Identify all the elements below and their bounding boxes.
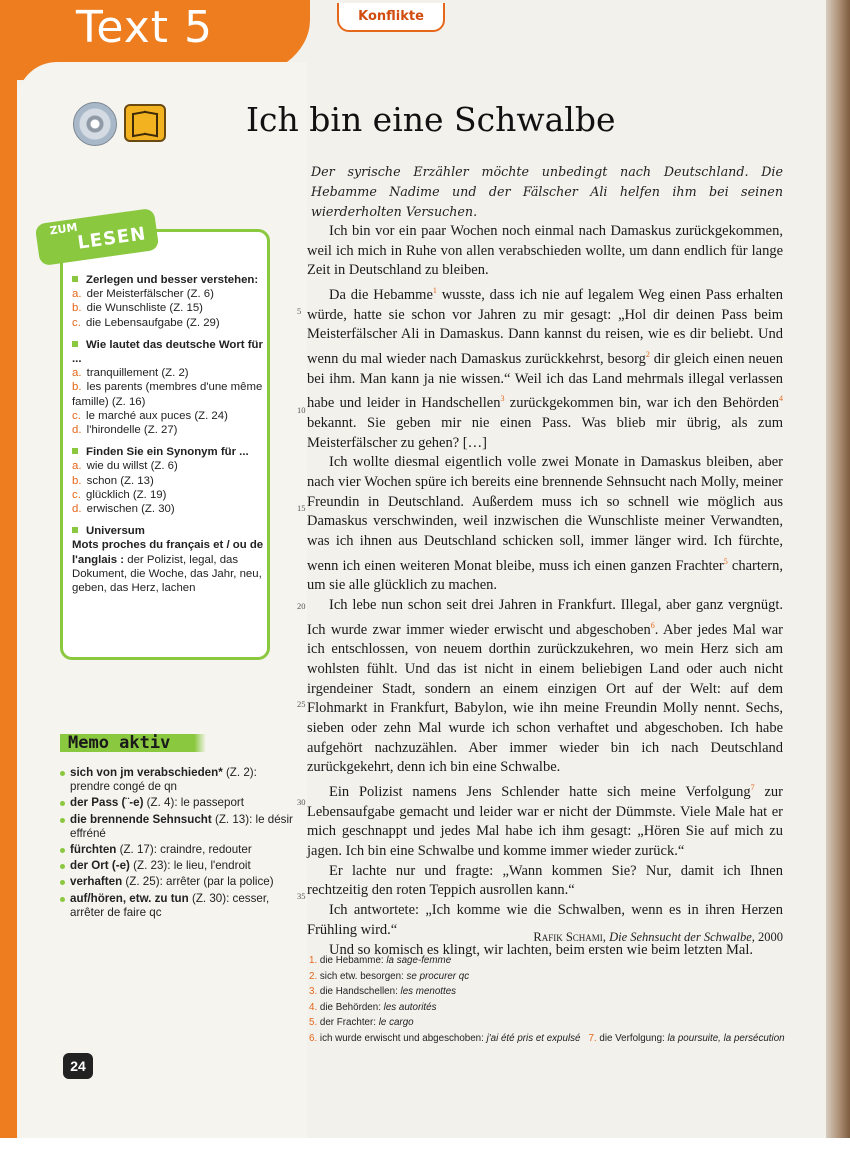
section-heading: Finden Sie ein Synonym für ...: [72, 445, 268, 459]
memo-item: sich von jm verabschieden* (Z. 2): prendre congé de qn: [60, 766, 295, 794]
paragraph: Und so komisch es klingt, wir lachten, beim ersten wie beim letzten Mal.: [329, 941, 754, 958]
paragraph: Da die Hebamme$^1$ wusste, dass ich nie auf legalem Weg einen Pass erhalten würde, hatte sie schon vor Jahren zu mir gesagt: „Hol dir deinen Pass beim Meisterfälscher Ali in Damaskus. Dann kannst du reisen, wie es dir beliebt. Und wenn du mal wieder nach Damaskus zurückkehrst, besorg$^2$ dir gleich einen neuen bei ihm. Man kann ja nie wissen.“ Weil ich das Land mehrmals illegal verlassen habe und leider in Handschellen$^3$ zurückgekommen bin, war ich den Behörden$^4$ bekannt. Sie geben mir nie einen Pass. Was blieb mir übrig, als zum Meisterfälscher zu gehen? […]: [307, 286, 783, 451]
list-item: c. le marché aux puces (Z. 24): [72, 409, 228, 422]
footnote: 2. sich etw. besorgen: se procurer qc: [309, 970, 470, 982]
cd-icon: [73, 102, 117, 146]
list-item: b. les parents (membres d'une même famille) (Z. 16): [72, 381, 263, 408]
paragraph: Er lachte nur und fragte: „Wann kommen Sie? Nur, damit ich Ihnen rechtzeitig den roten Teppich ausrollen kann.“: [307, 862, 783, 899]
zum-lesen-content: [72, 273, 268, 595]
list-item: a. tranquillement (Z. 2): [72, 367, 189, 380]
text-number-label: Text 5: [76, 2, 213, 53]
line-number: 10: [297, 405, 306, 415]
paragraph: Ein Polizist namens Jens Schlender hatte sich meine Verfolgung$^7$ zur Lebensaufgabe gemacht und leider war er nicht der Dümmste. Viele Male hat er mich geschnappt und jedes Mal habe ich ihm gesagt: „Hören Sie auf mich zu jagen. Ich bin eine Schwalbe und komme immer wieder zurück.“: [307, 783, 784, 860]
line-number: 35: [297, 891, 306, 901]
story-text: [307, 222, 783, 960]
topic-tag: Konflikte: [337, 3, 445, 32]
paragraph: Ich wollte diesmal eigentlich volle zwei Monate in Damaskus bleiben, aber nach vier Wochen spüre ich bereits eine brennende Sehnsucht nach Molly, meiner Freundin in Deutschland. Außerdem muss ich so schnell wie möglich aus Damaskus verschwinden, weil inzwischen die Wunschliste meiner Verwandten, was ich ihnen aus Deutschland schicken soll, immer länger wird. Ich fürchte, wenn ich einen weiteren Monat bleibe, muss ich einen ganzen Frachter$^5$ chartern, um sie alle glücklich zu machen.: [307, 454, 783, 594]
memo-item: verhaften (Z. 25): arrêter (par la police): [60, 875, 295, 889]
memo-aktiv-list: [60, 766, 295, 922]
universum-text: Mots proches du français et / ou de l'anglais : der Polizist, legal, das Dokument, die Woche, das Jahr, neu, geben, das Herz, lachen: [72, 539, 264, 595]
footnote: 5. der Frachter: le cargo: [309, 1017, 414, 1028]
line-number: 25: [297, 699, 306, 709]
book-icon: [124, 104, 166, 142]
memo-aktiv-title: Memo aktiv: [60, 734, 206, 752]
line-number: 20: [297, 601, 306, 611]
paragraph: Ich lebe nun schon seit drei Jahren in Frankfurt. Illegal, aber ganz vergnügt. Ich wurde zwar immer wieder erwischt und abgeschoben$^6$. Aber jedes Mal war ich entschlossen, von neuem dorthin zurückzukehren, wo mein Herz sich am wohlsten fühlt. Und das ist nicht in einem beliebigen Land oder auch nicht irgendeiner Stadt, sondern an einem einzigen Ort auf der Welt: auf dem Flohmarkt in Frankfurt, Babylon, wie ihn meine Freundin Molly nennt. Sechs, sieben oder zehn Mal wurde ich schon verhaftet und abgeschoben. Ich habe aufgehört nachzuzählen. Aber immer wieder bin ich nach Deutschland zurückgekehrt, denn ich bin eine Schwalbe.: [307, 596, 783, 776]
footnote: 1. die Hebamme: la sage-femme: [309, 955, 452, 966]
footnote: 3. die Handschellen: les menottes: [309, 986, 457, 997]
section-heading: Universum: [72, 524, 268, 538]
list-item: d. erwischen (Z. 30): [72, 503, 175, 516]
page-title: Ich bin eine Schwalbe: [246, 100, 616, 139]
memo-item: der Pass (¨-e) (Z. 4): le passeport: [60, 796, 295, 810]
list-item: c. glücklich (Z. 19): [72, 488, 167, 501]
section-heading: Wie lautet das deutsche Wort für ...: [72, 338, 263, 366]
list-item: a. der Meisterfälscher (Z. 6): [72, 288, 214, 301]
memo-item: die brennende Sehnsucht (Z. 13): le désir effréné: [60, 813, 295, 841]
paragraph: Ich bin vor ein paar Wochen noch einmal nach Damaskus zurückgekommen, weil ich mich in Ruhe von allen verabschieden wollte, um dann endlich für lange Zeit in Deutschland zu bleiben.: [307, 223, 783, 279]
paragraph: Ich antwortete: „Ich komme wie die Schwalben, wenn es in ihren Herzen Frühling wird.“: [307, 902, 783, 938]
list-item: a. wie du willst (Z. 6): [72, 460, 178, 473]
page-number: 24: [63, 1053, 93, 1079]
line-number: 30: [297, 797, 306, 807]
list-item: b. schon (Z. 13): [72, 474, 154, 487]
scan-margin: [0, 1138, 850, 1169]
list-item: d. l'hirondelle (Z. 27): [72, 424, 178, 437]
footnote: 6. ich wurde erwischt und abgeschoben: j'ai été pris et expulsé 7. die Verfolgung: la poursuite, la persécution: [309, 1032, 785, 1044]
orange-margin-strip: [0, 0, 17, 1138]
list-item: c. die Lebensaufgabe (Z. 29): [72, 316, 220, 329]
memo-item: auf/hören, etw. zu tun (Z. 30): cesser, arrêter de faire qc: [60, 892, 295, 920]
list-item: b. die Wunschliste (Z. 15): [72, 302, 203, 315]
intro-text: Der syrische Erzähler möchte unbedingt nach Deutschland. Die Hebamme Nadime und der Fälscher Ali helfen ihm bei seinen wierderholten Versuchen.: [311, 164, 783, 219]
footnote: 4. die Behörden: les autorités: [309, 1001, 437, 1013]
source-citation: Rafik Schami, Die Sehnsucht der Schwalbe, 2000: [533, 930, 783, 944]
zum-lesen-badge: ZUM LESEN: [35, 208, 160, 266]
line-number: 15: [297, 503, 306, 513]
book-spine-edge: [826, 0, 850, 1138]
memo-item: fürchten (Z. 17): craindre, redouter: [60, 843, 295, 857]
section-heading: Zerlegen und besser verstehen:: [72, 273, 268, 287]
line-number: 5: [297, 306, 302, 316]
footnotes: [309, 953, 785, 1046]
memo-item: der Ort (-e) (Z. 23): le lieu, l'endroit: [60, 859, 295, 873]
